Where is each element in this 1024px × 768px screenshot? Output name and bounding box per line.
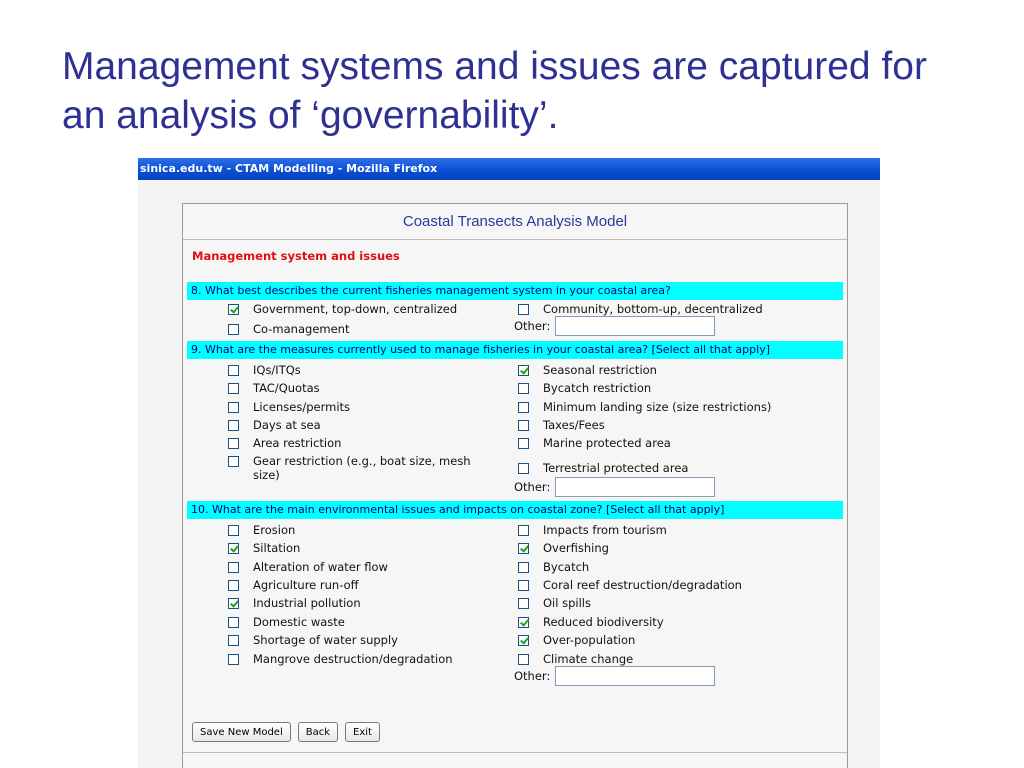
q9-other-input[interactable] — [555, 477, 715, 497]
option-label: Oil spills — [543, 596, 591, 610]
option-q9-left-4[interactable] — [228, 436, 341, 450]
slide-title-line-2: an analysis of ‘governability’. — [62, 94, 559, 137]
checkbox[interactable] — [518, 383, 529, 394]
checkbox[interactable] — [518, 365, 529, 376]
option-q10-right-4[interactable] — [518, 596, 591, 610]
option-q9-right-1[interactable] — [518, 381, 651, 395]
checkbox[interactable] — [518, 562, 529, 573]
q8-other — [514, 316, 715, 336]
checkbox[interactable] — [518, 438, 529, 449]
option-q9-left-1[interactable] — [228, 381, 320, 395]
back-button[interactable]: Back — [298, 722, 338, 742]
option-label: Agriculture run-off — [253, 578, 359, 592]
checkbox[interactable] — [228, 383, 239, 394]
option-label: Days at sea — [253, 418, 321, 432]
form-panel — [182, 203, 848, 768]
option-label: Community, bottom-up, decentralized — [543, 302, 763, 316]
option-label: Reduced biodiversity — [543, 615, 664, 629]
option-q9-right-5[interactable] — [518, 461, 688, 475]
checkbox[interactable] — [228, 438, 239, 449]
option-q10-right-0[interactable] — [518, 523, 667, 537]
checkbox[interactable] — [228, 365, 239, 376]
option-q10-left-7[interactable] — [228, 652, 453, 666]
option-label: Terrestrial protected area — [543, 461, 689, 475]
q8-other-input[interactable] — [555, 316, 715, 336]
checkbox[interactable] — [228, 562, 239, 573]
q10-other — [514, 666, 715, 686]
option-q9-right-4[interactable] — [518, 436, 671, 450]
browser-window — [138, 158, 880, 768]
option-q10-left-4[interactable] — [228, 596, 361, 610]
option-label: Co-management — [253, 322, 350, 336]
checkbox[interactable] — [518, 598, 529, 609]
option-q10-right-2[interactable] — [518, 560, 589, 574]
checkbox[interactable] — [228, 654, 239, 665]
option-label: Industrial pollution — [253, 596, 361, 610]
option-q10-left-0[interactable] — [228, 523, 295, 537]
question-10-options — [183, 519, 847, 689]
exit-button[interactable]: Exit — [345, 722, 380, 742]
checkbox[interactable] — [228, 304, 239, 315]
option-label: Climate change — [543, 652, 634, 666]
option-q10-right-6[interactable] — [518, 633, 635, 647]
divider — [183, 752, 847, 753]
option-label: Marine protected area — [543, 436, 671, 450]
checkbox[interactable] — [518, 304, 529, 315]
option-q9-right-3[interactable] — [518, 418, 605, 432]
checkbox[interactable] — [518, 580, 529, 591]
option-q10-left-2[interactable] — [228, 560, 388, 574]
slide-title — [62, 42, 982, 140]
option-label: Impacts from tourism — [543, 523, 667, 537]
checkbox[interactable] — [228, 543, 239, 554]
option-label: Over-population — [543, 633, 636, 647]
option-label: Minimum landing size (size restrictions) — [543, 400, 772, 414]
other-label: Other: — [514, 319, 551, 333]
option-label: Overfishing — [543, 541, 609, 555]
option-label: Coral reef destruction/degradation — [543, 578, 742, 592]
option-q8-government[interactable] — [228, 302, 457, 316]
save-new-model-button[interactable]: Save New Model — [192, 722, 291, 742]
option-label: Mangrove destruction/degradation — [253, 652, 453, 666]
option-q10-left-3[interactable] — [228, 578, 359, 592]
option-label: Bycatch restriction — [543, 381, 652, 395]
slide-title-line-1: Management systems and issues are captured for — [62, 45, 927, 88]
q10-other-input[interactable] — [555, 666, 715, 686]
checkbox[interactable] — [228, 420, 239, 431]
checkbox[interactable] — [228, 456, 239, 467]
question-8-options — [183, 300, 847, 339]
option-label: Area restriction — [253, 436, 342, 450]
checkbox[interactable] — [518, 654, 529, 665]
option-q9-left-2[interactable] — [228, 400, 350, 414]
option-q9-right-0[interactable] — [518, 363, 657, 377]
option-q10-right-7[interactable] — [518, 652, 633, 666]
option-label: Seasonal restriction — [543, 363, 657, 377]
option-q8-community[interactable] — [518, 302, 763, 316]
question-10: 10. What are the main environmental issues and impacts on coastal zone? [Select all that apply] — [187, 501, 843, 519]
window-titlebar[interactable]: sinica.edu.tw - CTAM Modelling - Mozilla Firefox — [138, 158, 880, 180]
option-label: Gear restriction (e.g., boat size, mesh size) — [253, 454, 471, 482]
checkbox[interactable] — [228, 324, 239, 335]
option-label: Bycatch — [543, 560, 590, 574]
option-label: Licenses/permits — [253, 400, 351, 414]
checkbox[interactable] — [518, 420, 529, 431]
checkbox[interactable] — [228, 580, 239, 591]
checkbox[interactable] — [228, 402, 239, 413]
option-q10-right-3[interactable] — [518, 578, 742, 592]
question-9: 9. What are the measures currently used to manage fisheries in your coastal area? [Select all that apply] — [187, 341, 843, 359]
checkbox[interactable] — [228, 617, 239, 628]
option-label: Shortage of water supply — [253, 633, 398, 647]
option-q9-left-5[interactable] — [228, 454, 493, 482]
option-label: IQs/ITQs — [253, 363, 301, 377]
form-buttons — [192, 722, 380, 742]
section-heading: Management system and issues — [192, 249, 400, 263]
option-label: Government, top-down, centralized — [253, 302, 458, 316]
checkbox[interactable] — [518, 525, 529, 536]
question-8: 8. What best describes the current fisheries management system in your coastal area? — [187, 282, 843, 300]
option-q10-left-6[interactable] — [228, 633, 398, 647]
option-q10-right-5[interactable] — [518, 615, 664, 629]
q9-other — [514, 477, 715, 497]
option-label: Domestic waste — [253, 615, 345, 629]
checkbox[interactable] — [518, 635, 529, 646]
checkbox[interactable] — [228, 525, 239, 536]
other-label: Other: — [514, 669, 551, 683]
option-q10-right-1[interactable] — [518, 541, 609, 555]
checkbox[interactable] — [518, 402, 529, 413]
option-label: Taxes/Fees — [543, 418, 605, 432]
checkbox[interactable] — [518, 617, 529, 628]
option-q10-left-1[interactable] — [228, 541, 300, 555]
other-label: Other: — [514, 480, 551, 494]
checkbox[interactable] — [518, 543, 529, 554]
option-q8-co-management[interactable] — [228, 322, 349, 336]
model-title: Coastal Transects Analysis Model — [183, 204, 847, 240]
question-9-options — [183, 359, 847, 499]
option-q10-left-5[interactable] — [228, 615, 345, 629]
checkbox[interactable] — [518, 463, 529, 474]
option-label: Erosion — [253, 523, 296, 537]
checkbox[interactable] — [228, 635, 239, 646]
checkbox[interactable] — [228, 598, 239, 609]
option-q9-right-2[interactable] — [518, 400, 771, 414]
option-q9-left-3[interactable] — [228, 418, 321, 432]
option-label: Alteration of water flow — [253, 560, 388, 574]
option-q9-left-0[interactable] — [228, 363, 301, 377]
option-label: TAC/Quotas — [253, 381, 320, 395]
option-label: Siltation — [253, 541, 301, 555]
